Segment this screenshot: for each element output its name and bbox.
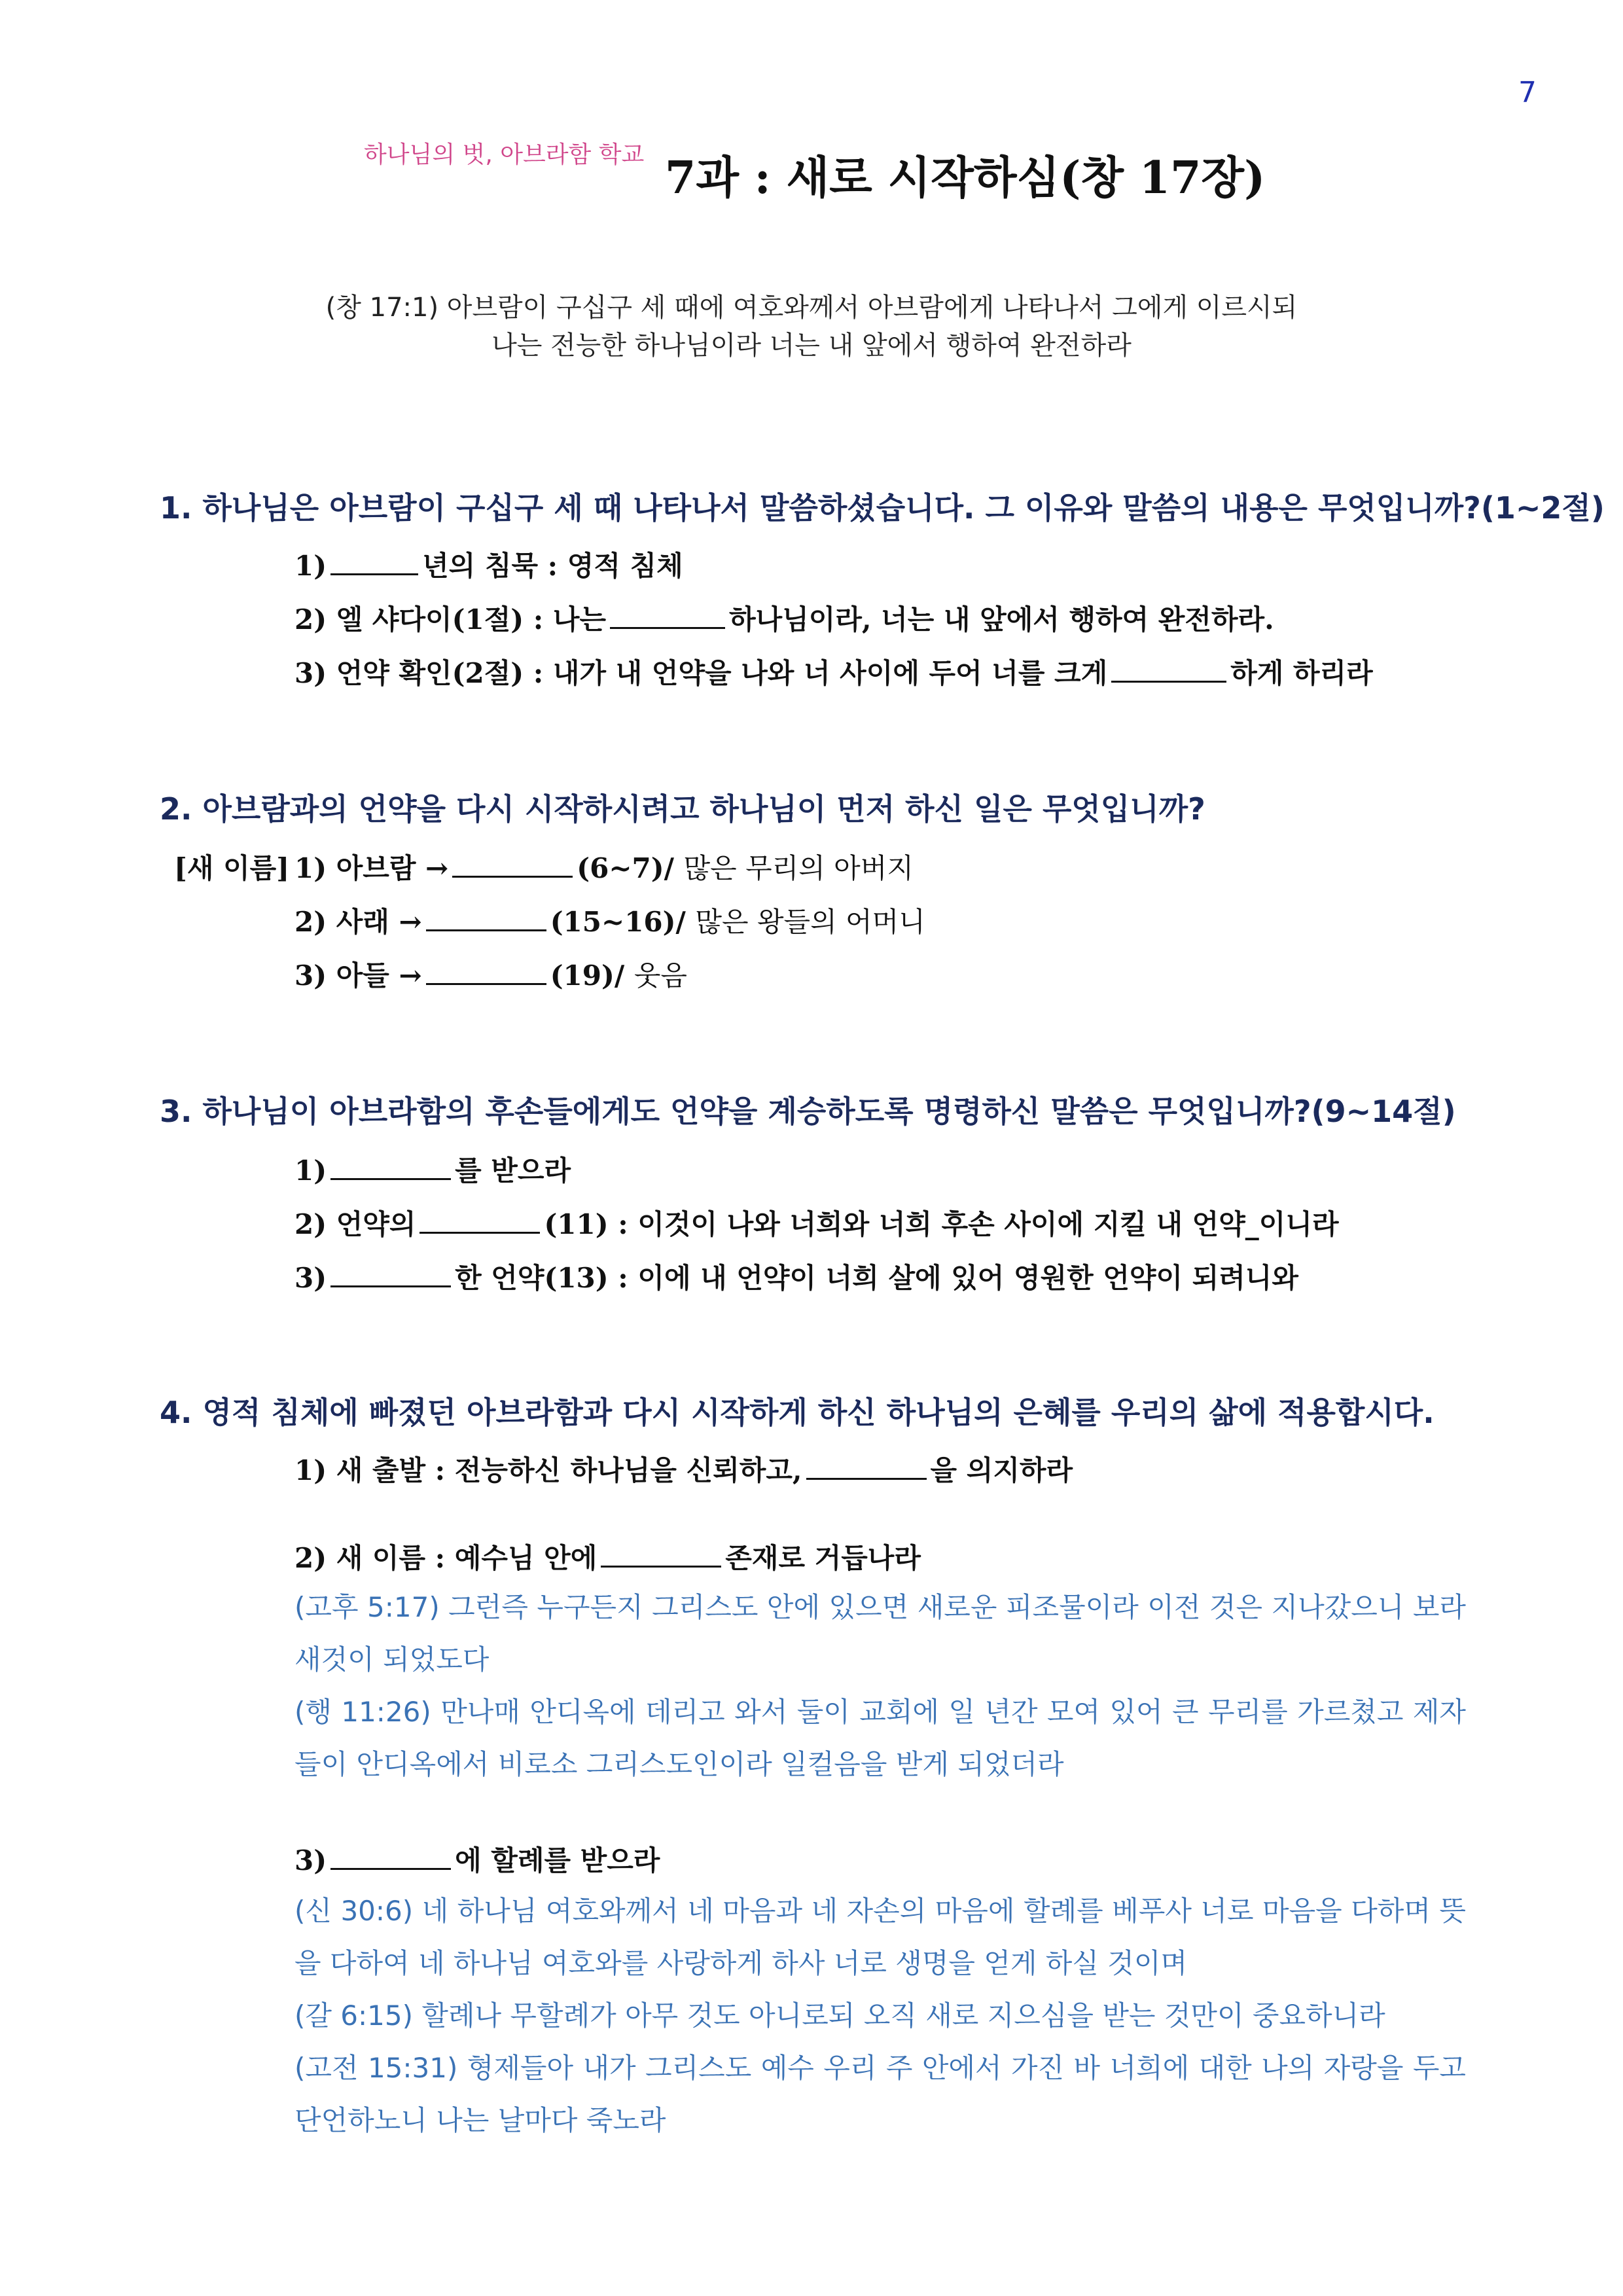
q2-item-1: 1) 아브람 → (6~7)/ 많은 무리의 아버지 [294, 852, 914, 884]
q4-blank-3[interactable] [330, 1843, 451, 1870]
q2-blank-3[interactable] [426, 958, 546, 985]
intro-verse-line-2: 나는 전능한 하나님이라 너는 내 앞에서 행하여 완전하라 [491, 331, 1132, 361]
page-number: 7 [1518, 76, 1537, 109]
q3-item-1: 1) 를 받으라 [294, 1155, 571, 1187]
q2-label-new-name: [새 이름] [174, 852, 290, 884]
verse-acts-11-26: (행 11:26) 만나매 안디옥에 데리고 와서 둘이 교회에 일 년간 모여 있어 큰 무리를 가르쳤고 제자들이 안디옥에서 비로소 그리스도인이라 일컬음을 받게 되었더라 [294, 1696, 1466, 1780]
question-4-heading: 4. 영적 침체에 빠졌던 아브라함과 다시 시작하게 하신 하나님의 은혜를 우리의 삶에 적용합시다. [160, 1395, 1435, 1430]
verse-1cor-15-31: (고전 15:31) 형제들아 내가 그리스도 예수 우리 주 안에서 가진 바 너희에 대한 나의 자랑을 두고 단언하노니 나는 날마다 죽노라 [294, 2052, 1466, 2136]
q2-blank-2[interactable] [426, 905, 546, 931]
lesson-title: 7과 : 새로 시작하심(창 17장) [665, 152, 1266, 204]
q4-blank-2[interactable] [601, 1541, 721, 1568]
q4-blank-1[interactable] [806, 1453, 927, 1480]
q2-item-3: 3) 아들 → (19)/ 웃음 [294, 960, 687, 992]
q3-blank-3[interactable] [330, 1261, 451, 1287]
q4-item-1: 1) 새 출발 : 전능하신 하나님을 신뢰하고, 을 의지하라 [294, 1454, 1073, 1486]
q4-item-2: 2) 새 이름 : 예수님 안에 존재로 거듭나라 [294, 1542, 921, 1574]
intro-verse-line-1: (창 17:1) 아브람이 구십구 세 때에 여호와께서 아브람에게 나타나서 그에게 이르시되 [325, 293, 1298, 323]
q4-item-3: 3) 에 할례를 받으라 [294, 1844, 660, 1876]
question-2-heading: 2. 아브람과의 언약을 다시 시작하시려고 하나님이 먼저 하신 일은 무엇입니까? [160, 791, 1205, 827]
q1-blank-2[interactable] [610, 602, 725, 629]
q1-blank-3[interactable] [1111, 656, 1226, 683]
q4-item-3-verses [294, 1885, 1466, 2147]
q3-blank-2[interactable] [419, 1207, 540, 1234]
verse-gal-6-15: (갈 6:15) 할례나 무할례가 아무 것도 아니로되 오직 새로 지으심을 받는 것만이 중요하니라 [294, 2000, 1385, 2032]
q3-item-2: 2) 언약의 (11) : 이것이 나와 너희와 너희 후손 사이에 지킬 내 언약_이니라 [294, 1208, 1339, 1240]
q4-item-2-verses [294, 1581, 1466, 1791]
series-name: 하나님의 벗, 아브라함 학교 [364, 141, 645, 168]
q1-item-1: 1) 년의 침묵 : 영적 침체 [294, 550, 683, 582]
q1-item-2: 2) 엘 샤다이(1절) : 나는 하나님이라, 너는 내 앞에서 행하여 완전하라. [294, 603, 1274, 636]
q3-item-3: 3) 한 언약(13) : 이에 내 언약이 너희 살에 있어 영원한 언약이 되려니와 [294, 1262, 1298, 1294]
q1-item-3: 3) 언약 확인(2절) : 내가 내 언약을 나와 너 사이에 두어 너를 크게 하게 하리라 [294, 657, 1373, 689]
q1-blank-1[interactable] [330, 548, 418, 575]
q2-item-2: 2) 사래 → (15~16)/ 많은 왕들의 어머니 [294, 906, 925, 938]
q2-blank-1[interactable] [452, 851, 573, 878]
question-1-heading: 1. 하나님은 아브람이 구십구 세 때 나타나서 말씀하셨습니다. 그 이유와 말씀의 내용은 무엇입니까?(1~2절) [160, 490, 1605, 526]
verse-deut-30-6: (신 30:6) 네 하나님 여호와께서 네 마음과 네 자손의 마음에 할례를 베푸사 너로 마음을 다하며 뜻을 다하여 네 하나님 여호와를 사랑하게 하사 너로 생명을 얻게 하실 것이며 [294, 1895, 1466, 1979]
question-3-heading: 3. 하나님이 아브라함의 후손들에게도 언약을 계승하도록 명령하신 말씀은 무엇입니까?(9~14절) [160, 1094, 1456, 1129]
verse-2cor-5-17: (고후 5:17) 그런즉 누구든지 그리스도 안에 있으면 새로운 피조물이라 이전 것은 지나갔으니 보라 새것이 되었도다 [294, 1591, 1466, 1676]
q3-blank-1[interactable] [330, 1153, 451, 1180]
